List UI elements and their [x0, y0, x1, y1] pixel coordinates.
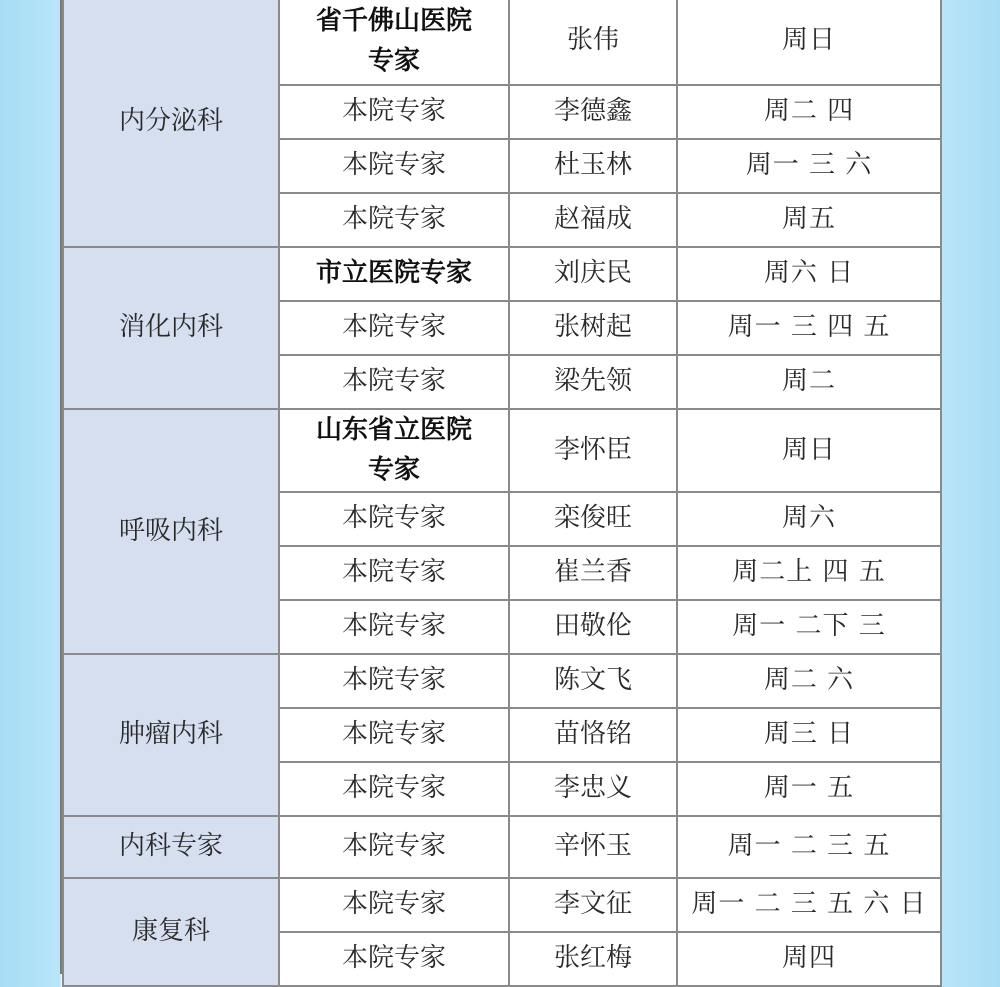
expert-source-cell: 市立医院专家: [279, 247, 509, 301]
clinic-days-cell: 周日: [677, 409, 941, 492]
expert-source-cell: 本院专家: [279, 546, 509, 600]
doctor-name-cell: 梁先领: [509, 355, 677, 409]
expert-source-cell: 本院专家: [279, 301, 509, 355]
expert-source-cell: 本院专家: [279, 193, 509, 247]
clinic-days-cell: 周五: [677, 193, 941, 247]
clinic-days-cell: 周一 二下 三: [677, 600, 941, 654]
table-row: [63, 247, 941, 301]
doctor-name-cell: 赵福成: [509, 193, 677, 247]
expert-schedule-table: [62, 0, 942, 987]
table-row: [63, 654, 941, 708]
expert-source-cell: 本院专家: [279, 762, 509, 816]
table-row: [63, 0, 941, 85]
clinic-days-cell: 周二上 四 五: [677, 546, 941, 600]
expert-source-cell: 山东省立医院专家: [279, 409, 509, 492]
clinic-days-cell: 周三 日: [677, 708, 941, 762]
expert-source-cell: 本院专家: [279, 355, 509, 409]
doctor-name-cell: 陈文飞: [509, 654, 677, 708]
doctor-name-cell: 张伟: [509, 0, 677, 85]
clinic-days-cell: 周一 二 三 五 六 日: [677, 878, 941, 932]
clinic-days-cell: 周一 三 六: [677, 139, 941, 193]
table-row: [63, 878, 941, 932]
doctor-name-cell: 张红梅: [509, 932, 677, 986]
clinic-days-cell: 周二 六: [677, 654, 941, 708]
clinic-days-cell: 周日: [677, 0, 941, 85]
expert-source-cell: 省千佛山医院专家: [279, 0, 509, 85]
department-cell: 内科专家: [63, 816, 279, 878]
expert-source-cell: 本院专家: [279, 816, 509, 878]
expert-source-cell: 本院专家: [279, 708, 509, 762]
department-cell: 消化内科: [63, 247, 279, 409]
expert-source-cell: 本院专家: [279, 654, 509, 708]
clinic-days-cell: 周四: [677, 932, 941, 986]
expert-source-cell: 本院专家: [279, 600, 509, 654]
doctor-name-cell: 杜玉林: [509, 139, 677, 193]
department-cell: 呼吸内科: [63, 409, 279, 654]
clinic-days-cell: 周六: [677, 492, 941, 546]
doctor-name-cell: 李忠义: [509, 762, 677, 816]
doctor-name-cell: 李文征: [509, 878, 677, 932]
clinic-days-cell: 周一 五: [677, 762, 941, 816]
table-row: [63, 816, 941, 878]
department-cell: 内分泌科: [63, 0, 279, 247]
clinic-days-cell: 周一 二 三 五: [677, 816, 941, 878]
doctor-name-cell: 崔兰香: [509, 546, 677, 600]
doctor-name-cell: 李怀臣: [509, 409, 677, 492]
department-cell: 康复科: [63, 878, 279, 986]
expert-source-cell: 本院专家: [279, 878, 509, 932]
doctor-name-cell: 李德鑫: [509, 85, 677, 139]
schedule-sheet: [60, 0, 942, 974]
clinic-days-cell: 周六 日: [677, 247, 941, 301]
doctor-name-cell: 张树起: [509, 301, 677, 355]
expert-source-cell: 本院专家: [279, 492, 509, 546]
expert-source-cell: 本院专家: [279, 139, 509, 193]
doctor-name-cell: 栾俊旺: [509, 492, 677, 546]
clinic-days-cell: 周二: [677, 355, 941, 409]
department-cell: 肿瘤内科: [63, 654, 279, 816]
clinic-days-cell: 周二 四: [677, 85, 941, 139]
doctor-name-cell: 辛怀玉: [509, 816, 677, 878]
table-row: [63, 409, 941, 492]
clinic-days-cell: 周一 三 四 五: [677, 301, 941, 355]
schedule-table-body: [63, 0, 941, 986]
doctor-name-cell: 刘庆民: [509, 247, 677, 301]
doctor-name-cell: 田敬伦: [509, 600, 677, 654]
doctor-name-cell: 苗恪铭: [509, 708, 677, 762]
expert-source-cell: 本院专家: [279, 932, 509, 986]
expert-source-cell: 本院专家: [279, 85, 509, 139]
